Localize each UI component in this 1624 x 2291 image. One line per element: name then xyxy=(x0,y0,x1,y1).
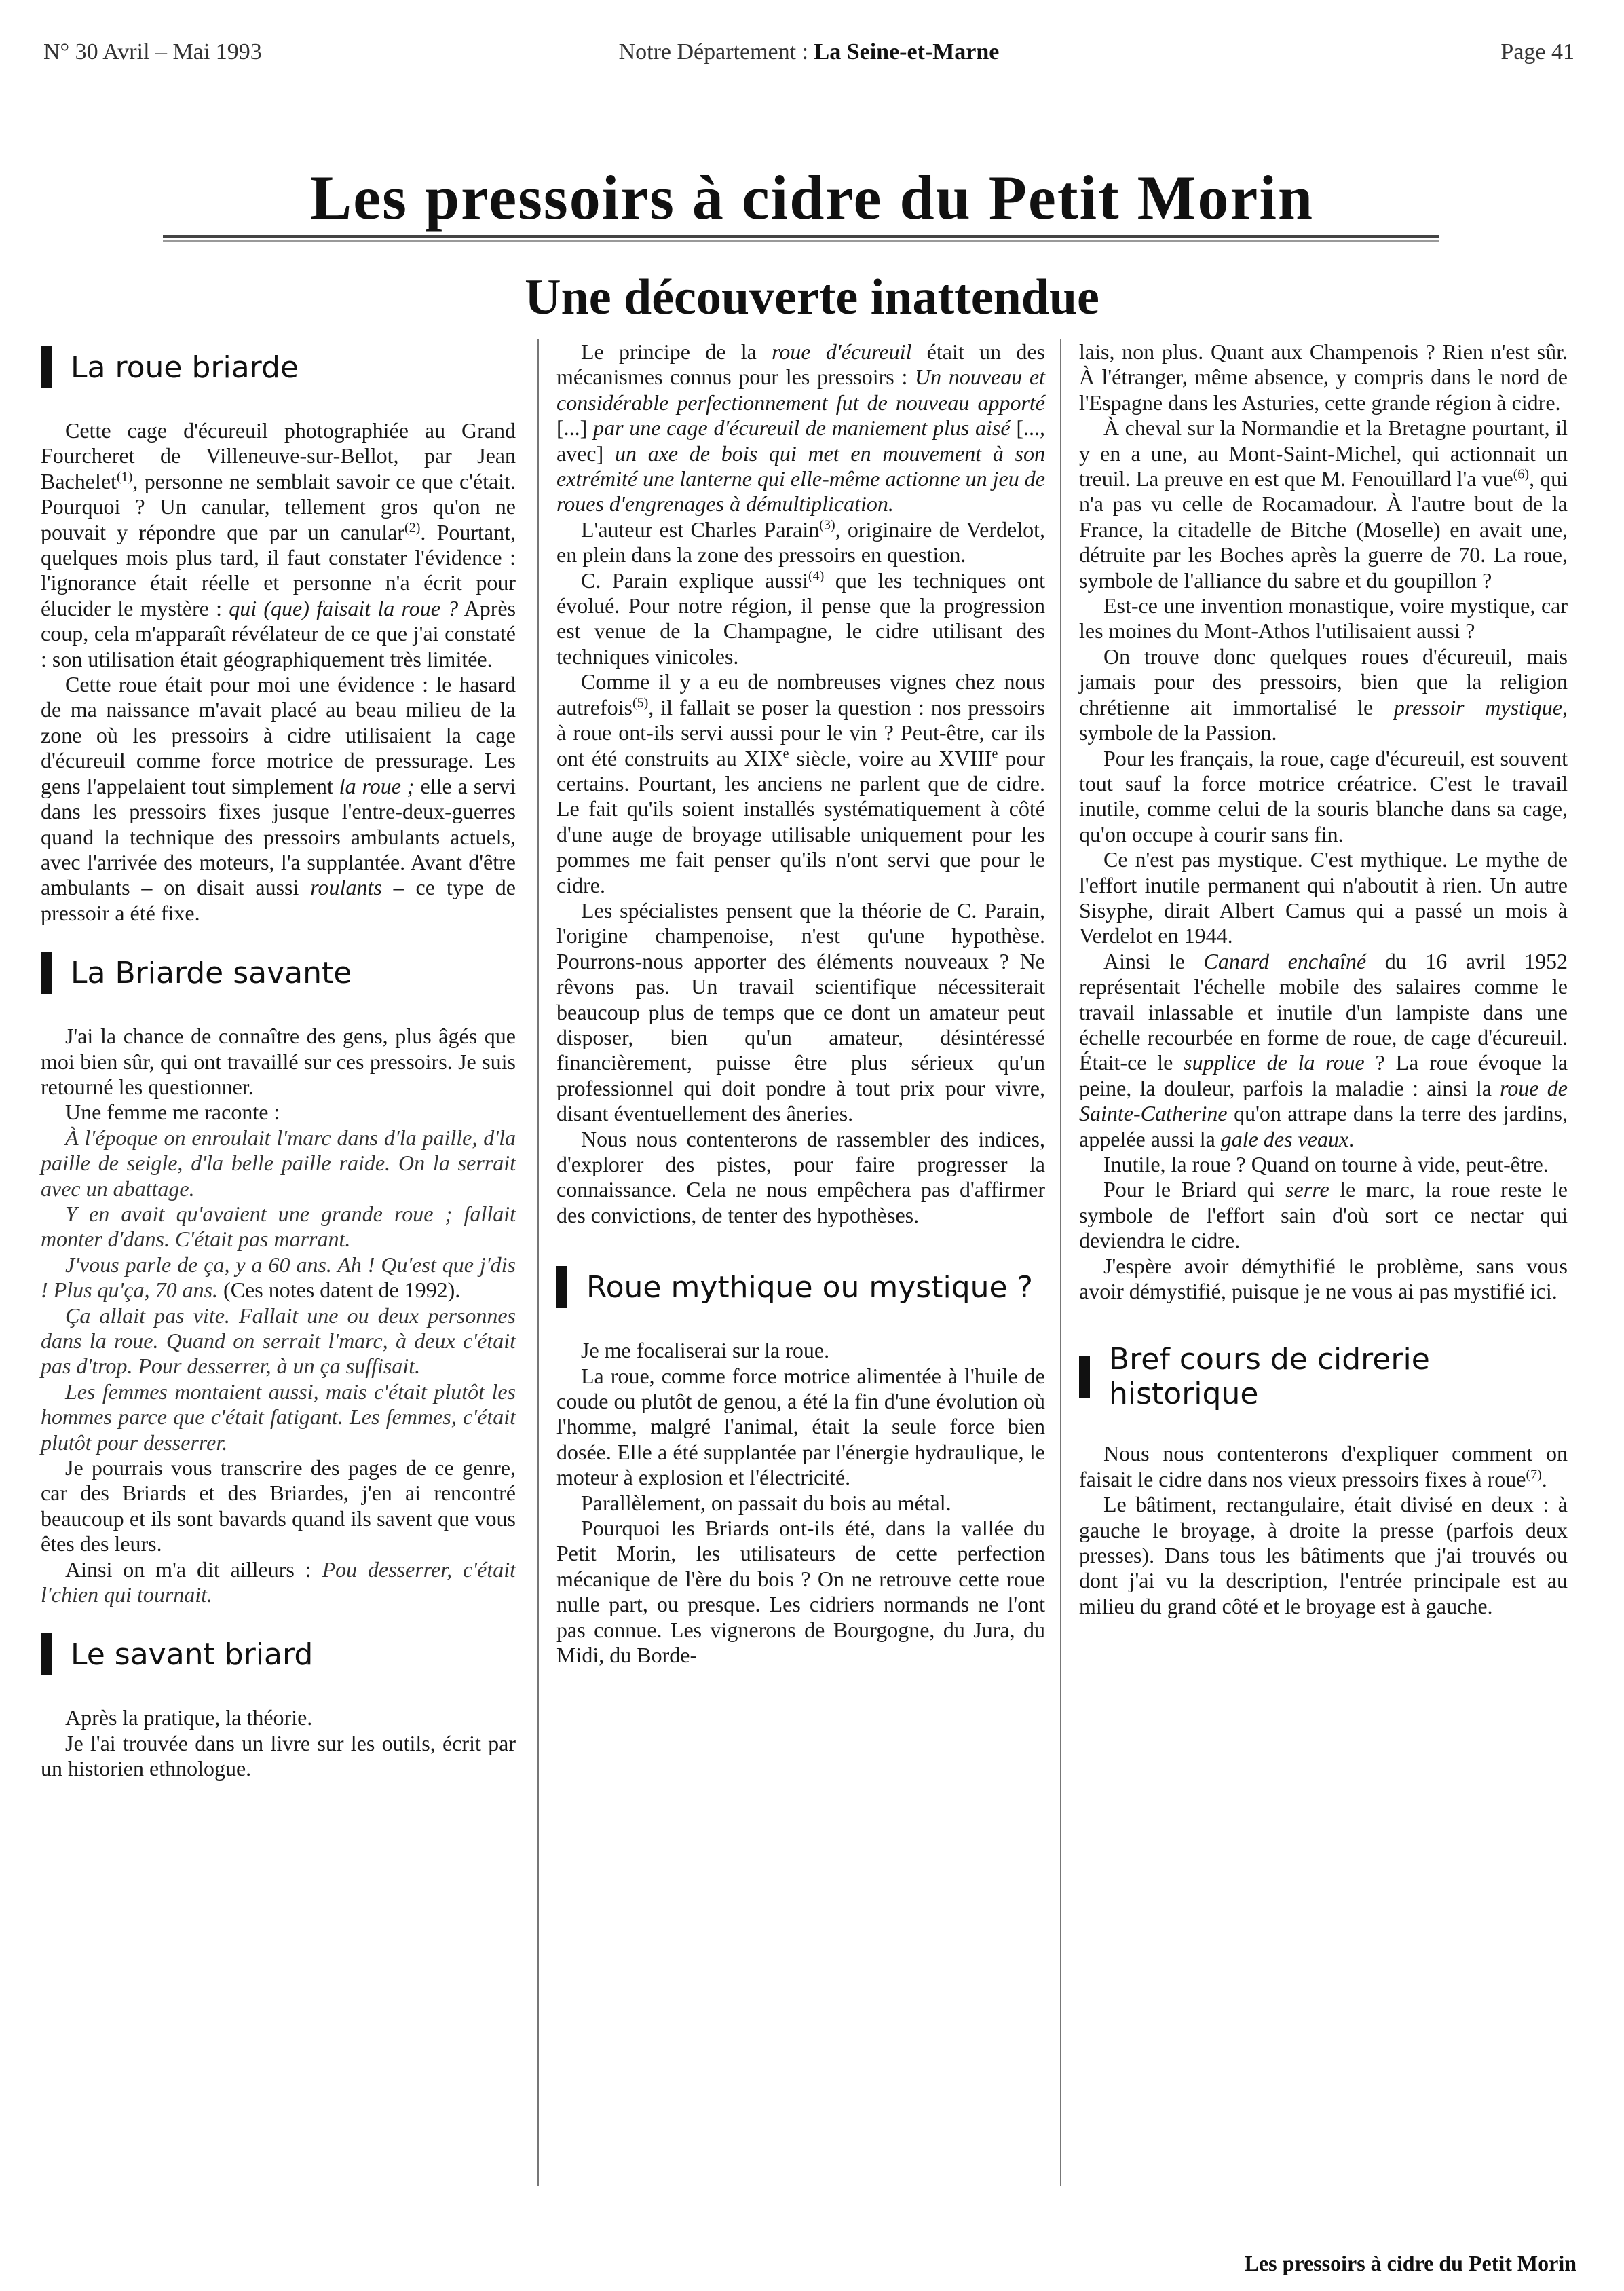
paragraph: L'auteur est Charles Parain$^{(3)}$, originaire de Verdelot, en plein dans la zone des pressoirs en question. xyxy=(556,517,1046,567)
paragraph: Je me focaliserai sur la roue. xyxy=(581,1338,830,1363)
paragraph: Pour le Briard qui serre le marc, la roue reste le symbole de l'effort sain d'où sort ce nectar qui deviendra le cidre. xyxy=(1079,1177,1568,1253)
paragraph: Inutile, la roue ? Quand on tourne à vide, peut-être. xyxy=(1103,1152,1549,1176)
paragraph: Après la pratique, la théorie. xyxy=(65,1705,313,1730)
section-heading: Bref cours de cidrerie historique xyxy=(1079,1342,1568,1411)
section-heading: La roue briarde xyxy=(41,346,516,388)
paragraph: Je pourrais vous transcrire des pages de ce genre, car des Briards et des Briardes, j'en ai rencontré beaucoup et ils sont bavards quand ils savent que vous êtes des leurs. xyxy=(41,1455,516,1557)
publication-name: Notre Département : La Seine-et-Marne xyxy=(618,39,1000,64)
paragraph: C. Parain explique aussi$^{(4)}$ que les techniques ont évolué. Pour notre région, il pense que la progression est venue de la Champagne, le cidre utilisant des techniques vinicoles. xyxy=(556,567,1046,669)
column-3 xyxy=(1079,339,1568,1619)
title-rule-thin xyxy=(163,240,1439,242)
paragraph: Ce n'est pas mystique. C'est mythique. Le mythe de l'effort inutile permanent qui n'aboutit à rien. Un autre Sisyphe, dirait Albert Camus qui a passé un mois à Verdelot en 1944. xyxy=(1079,847,1568,948)
paragraph: La roue, comme force motrice alimentée à l'huile de coude ou plutôt de genou, a été la fin d'une évolution où l'homme, malgré l'animal, était la seule force bien dosée. Elle a été supplantée par l'énergie hydraulique, le moteur à explosion et l'électricité. xyxy=(556,1363,1045,1490)
paragraph: Une femme me raconte : xyxy=(65,1100,280,1125)
article-title: Les pressoirs à cidre du Petit Morin xyxy=(309,163,1315,232)
paragraph: À cheval sur la Normandie et la Bretagne pourtant, il y en a une, au Mont-Saint-Michel, qui actionnait un treuil. La preuve en est que M. Fenouillard l'a vue$^{(6)}$, qui n'a pas vu celle de Rocamadour. À l'autre bout de la France, la citadelle de Bitche (Moselle) en avait une, détruite par les Boches après la guerre de 70. La roue, symbole de l'alliance du sabre et du goupillon ? xyxy=(1079,415,1568,593)
heading-bar xyxy=(1079,1356,1090,1398)
paragraph: J'ai la chance de connaître des gens, plus âgés que moi bien sûr, qui ont travaillé sur ces pressoirs. Je suis retourné les questionner. xyxy=(41,1024,516,1099)
running-footer: Les pressoirs à cidre du Petit Morin xyxy=(1244,2251,1576,2275)
column-divider xyxy=(537,339,539,2186)
paragraph: Ainsi le Canard enchaîné du 16 avril 1952 représentait l'échelle mobile des salaires comme le travail inlassable et inutile d'un lampiste dans une échelle recourbée en forme de roue, de cage d'écureuil. Était-ce le supplice de la roue ? La roue évoque la peine, la douleur, parfois la maladie : ainsi la roue de Sainte-Catherine qu'on attrape dans la terre des jardins, appelée aussi la gale des veaux. xyxy=(1079,948,1568,1151)
paragraph: Je l'ai trouvée dans un livre sur les outils, écrit par un historien ethnologue. xyxy=(41,1730,516,1781)
quote: Ça allait pas vite. Fallait une ou deux personnes dans la roue. Quand on serrait l'marc, à deux c'était pas d'trop. Pour desserrer, à un ça suffisait. xyxy=(41,1303,516,1379)
issue-number: N° 30 Avril – Mai 1993 xyxy=(43,39,262,64)
paragraph: Est-ce une invention monastique, voire mystique, car les moines du Mont-Athos l'utilisaient aussi ? xyxy=(1079,593,1568,644)
paragraph: lais, non plus. Quant aux Champenois ? Rien n'est sûr. À l'étranger, même absence, y compris dans le nord de l'Espagne dans les Asturies, cette grande région à cidre. xyxy=(1079,339,1568,415)
paragraph: Les spécialistes pensent que la théorie de C. Parain, l'origine champenoise, n'est qu'une hypothèse. Pourrons-nous apporter des éléments nouveaux ? Ne rêvons pas. Un travail scientifique nécessiterait beaucoup plus de temps que ce dont un amateur peut disposer, bien qu'un amateur, désintéressé financièrement, puisse être plus sérieux qu'un professionnel qui doit pondre à tout prix pour vivre, disant éventuellement des âneries. xyxy=(556,897,1045,1126)
paragraph: Cette cage d'écureuil photographiée au Grand Fourcheret de Villeneuve-sur-Bellot, par Jean Bachelet$^{(1)}$, personne ne semblait savoir ce que c'était. Pourquoi ? Un canular, tellement gros qu'on ne pouvait y répondre que par un canular$^{(2)}$. Pourtant, quelques mois plus tard, il faut constater l'évidence : l'ignorance était réelle et personne n'a écrit pour élucider le mystère : qui (que) faisait la roue ? Après coup, cela m'apparaît révélateur de ce que j'ai constaté : son utilisation était géographiquement très limitée. xyxy=(41,418,516,671)
paragraph: Cette roue était pour moi une évidence : le hasard de ma naissance m'avait placé au beau milieu de la zone où les pressoirs à cidre utilisaient la cage d'écureuil comme force motrice de pressurage. Les gens l'appelaient tout simplement la roue ; elle a servi dans les pressoirs fixes jusque l'entre-deux-guerres quand la technique des pressoirs ambulants actuels, avec l'arrivée des moteurs, l'a supplantée. Avant d'être ambulants – on disait aussi roulants – ce type de pressoir a été fixe. xyxy=(41,672,516,925)
section-heading: La Briarde savante xyxy=(41,952,516,994)
quote: Les femmes montaient aussi, mais c'était plutôt les hommes parce que c'était fatigant. Les femmes, c'était plutôt pour desserrer. xyxy=(41,1379,516,1455)
column-2 xyxy=(556,339,1045,1669)
paragraph: On trouve donc quelques roues d'écureuil, mais jamais pour des pressoirs, bien que la religion chrétienne ait immortalisé le pressoir mystique, symbole de la Passion. xyxy=(1079,644,1568,745)
title-rule xyxy=(163,235,1439,238)
paragraph: Pourquoi les Briards ont-ils été, dans la vallée du Petit Morin, les utilisateurs de cette perfection mécanique de l'ère du bois ? On ne retrouve cette roue nulle part, ou presque. Les cidriers normands ne l'ont pas connue. Les vignerons de Bourgogne, du Jura, du Midi, du Borde- xyxy=(556,1516,1045,1668)
quote: J'vous parle de ça, y a 60 ans. Ah ! Qu'est que j'dis ! Plus qu'ça, 70 ans. (Ces notes datent de 1992). xyxy=(41,1252,516,1303)
section-heading: Le savant briard xyxy=(41,1633,516,1675)
heading-bar xyxy=(41,952,52,994)
paragraph: Comme il y a eu de nombreuses vignes chez nous autrefois$^{(5)}$, il fallait se poser la question : nos pressoirs à roue ont-ils servi aussi pour le vin ? Peut-être, car ils ont été construits au XIXe siècle, voire au XVIIIe pour certains. Pourtant, les anciens ne parlent que de cidre. Le fait qu'ils soient installés systématiquement à côté d'une auge de broyage utilisable uniquement pour les pommes me fait penser qu'ils n'ont servi que pour le cidre. xyxy=(556,669,1046,897)
page-number: Page 41 xyxy=(1500,39,1574,64)
paragraph: J'espère avoir démythifié le problème, sans vous avoir démystifié, puisque je ne vous ai pas mystifié ici. xyxy=(1079,1253,1568,1304)
running-header xyxy=(43,39,1574,80)
article-subtitle: Une découverte inattendue xyxy=(525,269,1099,325)
quote: À l'époque on enroulait l'marc dans d'la paille, d'la paille de seigle, d'la belle paille raide. On la serrait avec un abattage. xyxy=(41,1125,516,1201)
paragraph: Parallèlement, on passait du bois au métal. xyxy=(581,1490,951,1515)
column-divider xyxy=(1060,339,1061,2186)
paragraph: Nous nous contenterons de rassembler des indices, d'explorer des pistes, pour faire progresser la connaissance. Cela ne nous empêchera pas d'affirmer des convictions, de tenter des hypothèses. xyxy=(556,1126,1045,1227)
heading-bar xyxy=(556,1266,567,1308)
column-1 xyxy=(41,339,516,1782)
paragraph: Pour les français, la roue, cage d'écureuil, est souvent tout sauf la force motrice créatrice. C'est le travail inutile, comme celui de la souris blanche dans sa cage, qu'on occupe à courir sans fin. xyxy=(1079,745,1568,846)
heading-bar xyxy=(41,1633,52,1675)
paragraph: Nous nous contenterons d'expliquer comment on faisait le cidre dans nos vieux pressoirs fixes à roue$^{(7)}$. xyxy=(1079,1441,1568,1491)
paragraph: Le principe de la roue d'écureuil était un des mécanismes connus pour les pressoirs : Un nouveau et considérable perfectionnement fut de nouveau apporté [...] par une cage d'écureuil de maniement plus aisé [..., avec] un axe de bois qui met en mouvement à son extrémité une lanterne qui elle-même actionne un jeu de roues d'engrenages à démultiplication. xyxy=(556,339,1046,517)
paragraph: Le bâtiment, rectangulaire, était divisé en deux : à gauche le broyage, à droite la presse (parfois deux presses). Dans tous les bâtiments que j'ai trouvés ou dont j'ai vu la description, l'entrée principale est au milieu du grand côté et le broyage est à gauche. xyxy=(1079,1492,1568,1618)
heading-bar xyxy=(41,346,52,388)
quote: Y en avait qu'avaient une grande roue ; fallait monter d'dans. C'était pas marrant. xyxy=(41,1201,516,1252)
section-heading: Roue mythique ou mystique ? xyxy=(556,1266,1045,1308)
paragraph: Ainsi on m'a dit ailleurs : Pou desserrer, c'était l'chien qui tournait. xyxy=(41,1557,516,1607)
